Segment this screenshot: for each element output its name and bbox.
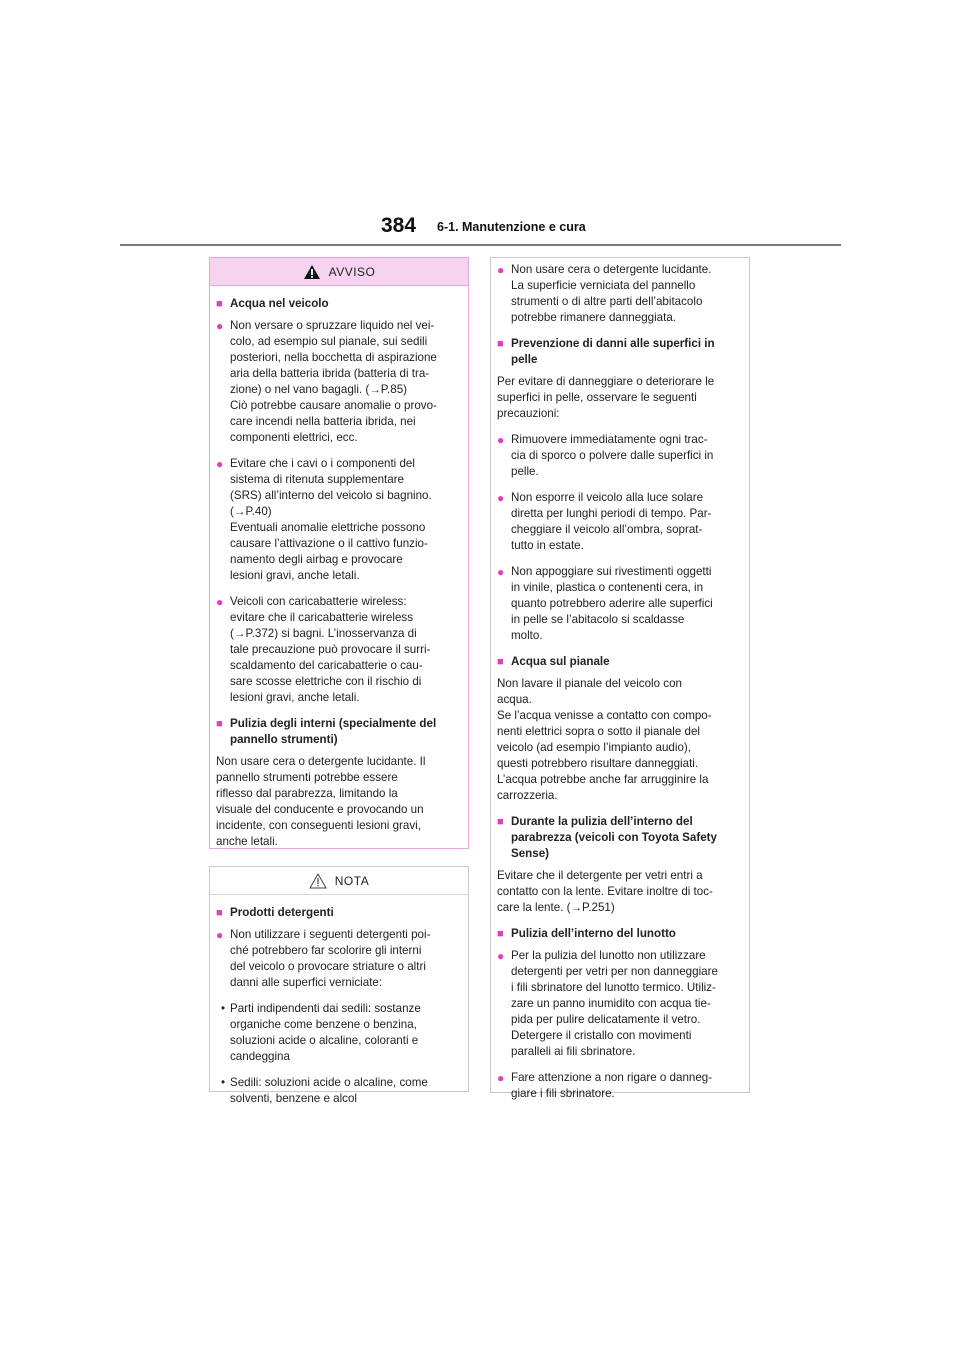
avviso-heading-cleaning: ■ Pulizia degli interni (specialmente del pannello strumenti) bbox=[216, 717, 437, 746]
section-title: 6-1. Manutenzione e cura bbox=[437, 220, 586, 234]
circle-bullet-icon: ● bbox=[497, 565, 505, 579]
page-number: 384 bbox=[381, 214, 417, 237]
right-bullet: ● Non usare cera o detergente lucidante. La superficie verniciata del pannello strumenti o di altre parti dell’abitacolo potrebbe rimanere danneggiata. bbox=[497, 263, 712, 324]
circle-bullet-icon: ● bbox=[216, 457, 224, 471]
right-bullet: ● Per la pulizia del lunotto non utilizzare detergenti per vetri per non danneggiare i fili sbrinatore del lunotto termico. Utiliz- zare un panno inumidito con acqua tie- pida per pulire delicatamente il vetro. Detergere il cristallo con movimenti paralleli ai fili sbrinatore. bbox=[497, 949, 718, 1058]
right-bullet: ● Non appoggiare sui rivestimenti oggetti in vinile, plastica o contenenti cera, in quanto potrebbero aderire alle superfici in pelle se l’abitacolo si scaldasse molto. bbox=[497, 565, 713, 642]
warning-icon bbox=[303, 264, 321, 280]
right-heading-leather: ■ Prevenzione di danni alle superfici in pelle bbox=[497, 337, 715, 366]
dot-bullet-icon: • bbox=[220, 1076, 226, 1089]
nota-sub-item: • Parti indipendenti dai sedili: sostanze organiche come benzene o benzina, soluzioni acide o alcaline, coloranti e candeggina bbox=[216, 1001, 461, 1065]
circle-bullet-icon: ● bbox=[497, 263, 505, 277]
avviso-bullet: ● Non versare o spruzzare liquido nel vei- colo, ad esempio sul pianale, sui sedili posteriori, nella bocchetta di aspirazione aria della batteria ibrida (batteria di tra- zione) o nel vano bagagli. (→P.85) Ciò potrebbe causare anomalie o provo- care incendi nella batteria ibrida, nei componenti elettrici, ecc. bbox=[216, 319, 437, 444]
right-paragraph: Per evitare di danneggiare o deteriorare le superfici in pelle, osservare le seguenti precauzioni: bbox=[497, 375, 715, 420]
nota-heading: ■ Prodotti detergenti bbox=[216, 906, 334, 919]
right-paragraph: Non lavare il pianale del veicolo con acqua. Se l’acqua venisse a contatto con compo- nenti elettrici sopra o sotto il pianale del veicolo (ad esempio l’impianto audio), questi potrebbero risultare danneggiati. L’acqua potrebbe anche far arrugginire la carrozzeria. bbox=[497, 677, 712, 802]
nota-title: NOTA bbox=[334, 873, 370, 888]
circle-bullet-icon: ● bbox=[497, 433, 505, 447]
circle-bullet-icon: ● bbox=[497, 1071, 505, 1085]
square-bullet-icon: ■ bbox=[497, 656, 504, 668]
circle-bullet-icon: ● bbox=[216, 928, 224, 942]
right-bullet: ● Non esporre il veicolo alla luce solare diretta per lunghi periodi di tempo. Par- cheggiare il veicolo all’ombra, soprat- tutto in estate. bbox=[497, 491, 712, 552]
square-bullet-icon: ■ bbox=[497, 928, 504, 940]
avviso-bullet: ● Evitare che i cavi o i componenti del sistema di ritenuta supplementare (SRS) all’interno del veicolo si bagnino. (→P.40) Eventuali anomalie elettriche possono causare l’attivazione o il cattivo funzio- namento degli airbag e provocare lesioni gravi, anche letali. bbox=[216, 457, 432, 582]
avviso-title: AVVISO bbox=[328, 264, 376, 279]
right-bullet: ● Fare attenzione a non rigare o danneg- giare i fili sbrinatore. bbox=[497, 1071, 713, 1100]
nota-box bbox=[209, 866, 469, 1105]
avviso-paragraph: Non usare cera o detergente lucidante. Il pannello strumenti potrebbe essere riflesso dal parabrezza, limitando la visuale del conducente e provocando un incidente, con conseguenti lesioni gravi, anche letali. bbox=[216, 755, 426, 848]
right-heading-floor: ■ Acqua sul pianale bbox=[497, 655, 610, 668]
right-paragraph: Evitare che il detergente per vetri entri a contatto con la lente. Evitare inoltre di toc- care la lente. (→P.251) bbox=[497, 869, 713, 914]
caution-icon bbox=[309, 873, 327, 889]
square-bullet-icon: ■ bbox=[216, 718, 223, 730]
square-bullet-icon: ■ bbox=[497, 338, 504, 350]
circle-bullet-icon: ● bbox=[216, 319, 224, 333]
square-bullet-icon: ■ bbox=[497, 816, 504, 828]
avviso-header bbox=[210, 258, 468, 286]
nota-header bbox=[210, 867, 468, 895]
right-bullet: ● Rimuovere immediatamente ogni trac- cia di sporco o polvere dalle superfici in pelle. bbox=[497, 433, 714, 478]
avviso-heading-water: ■ Acqua nel veicolo bbox=[216, 297, 329, 310]
right-heading-windshield: ■ Durante la pulizia dell’interno del parabrezza (veicoli con Toyota Safety Sense) bbox=[497, 815, 717, 860]
right-box bbox=[490, 257, 750, 1100]
square-bullet-icon: ■ bbox=[216, 907, 223, 919]
circle-bullet-icon: ● bbox=[497, 491, 505, 505]
right-heading-rear-window: ■ Pulizia dell’interno del lunotto bbox=[497, 927, 676, 940]
dot-bullet-icon: • bbox=[220, 1002, 226, 1015]
avviso-bullet: ● Veicoli con caricabatterie wireless: evitare che il caricabatterie wireless (→P.372) si bagni. L’inosservanza di tale precauzione può provocare il surri- scaldamento del caricabatterie o cau- sare scosse elettriche con il rischio di lesioni gravi, anche letali. bbox=[216, 595, 431, 704]
nota-sub-item: • Sedili: soluzioni acide o alcaline, come solventi, benzene e alcol bbox=[216, 1075, 461, 1107]
circle-bullet-icon: ● bbox=[216, 595, 224, 609]
avviso-box bbox=[209, 257, 469, 849]
nota-bullet: ● Non utilizzare i seguenti detergenti poi- ché potrebbero far scolorire gli interni del veicolo o provocare striature o altri danni alle superfici verniciate: bbox=[216, 928, 431, 989]
circle-bullet-icon: ● bbox=[497, 949, 505, 963]
header-rule bbox=[120, 244, 841, 246]
square-bullet-icon: ■ bbox=[216, 298, 223, 310]
